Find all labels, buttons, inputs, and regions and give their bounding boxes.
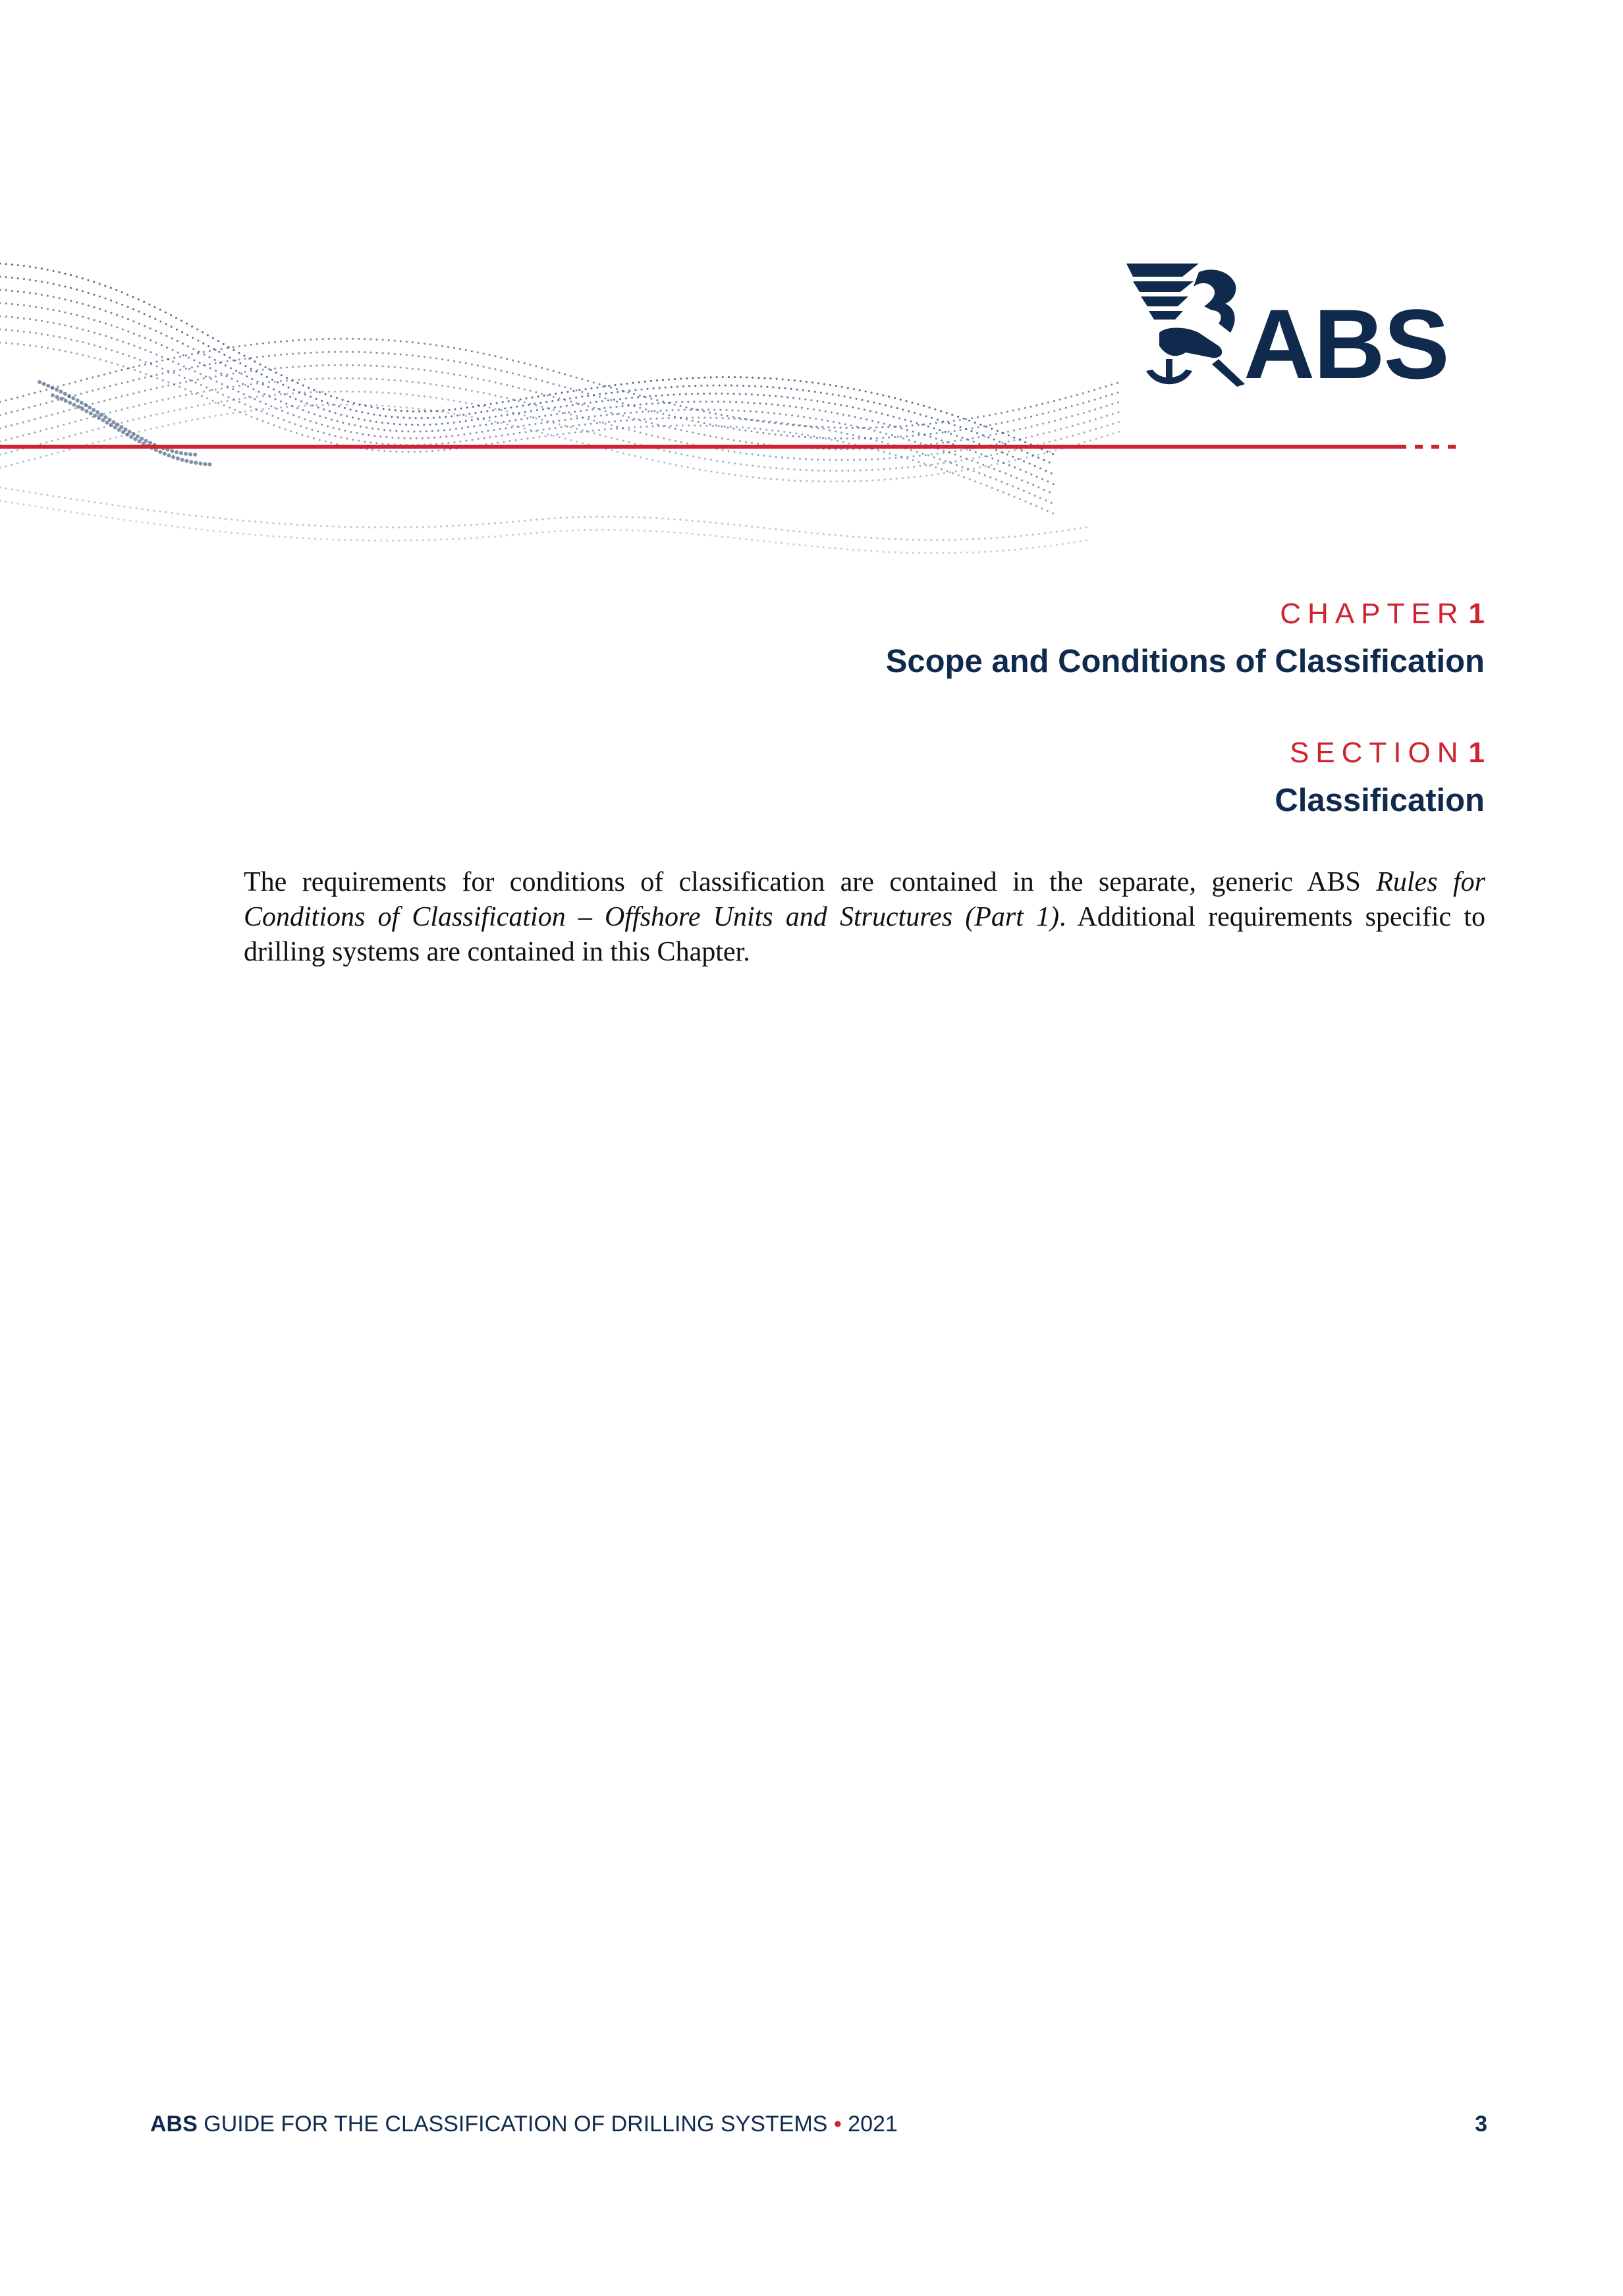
body-paragraph [244,865,1485,970]
body-text-part-1: The requirements for conditions of classification are contained in the separate, generic ABS [244,867,1377,897]
section-number: 1 [1468,737,1485,769]
red-divider-line [0,445,1406,449]
chapter-heading [886,600,1485,678]
chapter-label: CHAPTER [1280,598,1465,630]
footer-title: GUIDE FOR THE CLASSIFICATION OF DRILLING SYSTEMS [204,2112,828,2137]
footer-year: 2021 [848,2112,898,2137]
page-number: 3 [1475,2112,1487,2137]
logo-wordmark: ABS [1244,289,1448,399]
body-text-part-2: . Additional requirements specific to drilling systems are contained in this Chapter. [244,902,1485,967]
chapter-number: 1 [1468,598,1485,630]
eagle-anchor-emblem-icon [1120,260,1252,392]
section-label: SECTION [1289,737,1465,769]
footer-bullet: • [833,2112,842,2137]
abs-logo [1120,260,1479,399]
rules-reference-title: Rules for Conditions of Classification – Offshore Units and Structures (Part 1) [244,867,1485,932]
section-label-line [1275,739,1485,768]
section-title: Classification [1275,783,1485,818]
chapter-label-line [886,600,1485,629]
page-footer [150,2112,1487,2144]
section-heading [1275,739,1485,817]
footer-brand: ABS [150,2112,198,2137]
chapter-title: Scope and Conditions of Classification [885,644,1485,679]
red-divider-dots [1415,445,1468,449]
